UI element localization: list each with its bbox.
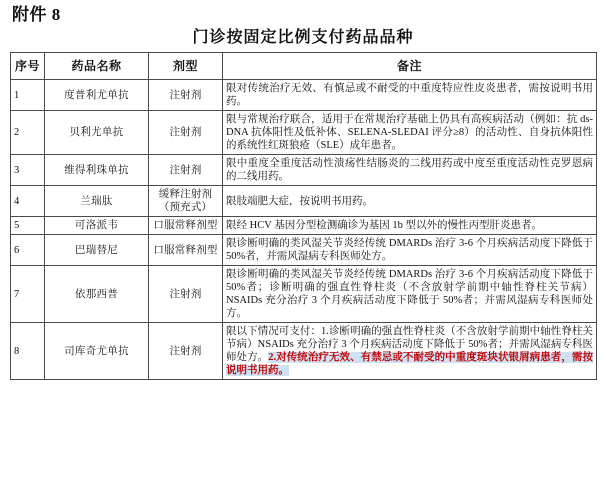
cell-dosage-form: 口服常释剂型 (149, 217, 223, 235)
cell-dosage-form: 口服常释剂型 (149, 235, 223, 266)
remark-segment-plain: 限以下情况可支付：1.诊断明确的强直性脊柱炎（不含放射学前期中轴性脊柱关节病）NSAIDs 充分治疗 3 个月疾病活动度下降低于 50%者；并需风湿病专科医师处方。 (226, 326, 593, 363)
cell-dosage-form: 缓释注射剂（预充式） (149, 186, 223, 217)
cell-no: 6 (11, 235, 45, 266)
attachment-label: 附件 8 (12, 5, 61, 24)
cell-remark: 限经 HCV 基因分型检测确诊为基因 1b 型以外的慢性丙型肝炎患者。 (223, 217, 597, 235)
cell-no: 8 (11, 323, 45, 380)
cell-drug-name: 度普利尤单抗 (45, 80, 149, 111)
table-row (11, 80, 597, 111)
table-header-row (11, 53, 597, 80)
cell-remark: 限与常规治疗联合，适用于在常规治疗基础上仍具有高疾病活动（例如：抗 ds-DNA 抗体阳性及低补体、SELENA-SLEDAI 评分≥8）的活动性、自身抗体阳性的系统性红斑狼疮（SLE）成年患者。 (223, 111, 597, 155)
cell-drug-name: 兰瑞肽 (45, 186, 149, 217)
cell-no: 3 (11, 155, 45, 186)
cell-no: 1 (11, 80, 45, 111)
cell-remark: 限中重度全重度活动性溃疡性结肠炎的二线用药或中度至重度活动性克罗恩病的二线用药。 (223, 155, 597, 186)
column-header-no: 序号 (11, 53, 45, 80)
cell-drug-name: 贝利尤单抗 (45, 111, 149, 155)
table-row (11, 235, 597, 266)
cell-drug-name: 可洛派韦 (45, 217, 149, 235)
cell-dosage-form: 注射剂 (149, 323, 223, 380)
column-header-remark: 备注 (223, 53, 597, 80)
cell-drug-name: 司库奇尤单抗 (45, 323, 149, 380)
column-header-name: 药品名称 (45, 53, 149, 80)
cell-drug-name: 依那西普 (45, 266, 149, 323)
table-row (11, 217, 597, 235)
cell-remark: 限肢端肥大症，按说明书用药。 (223, 186, 597, 217)
cell-dosage-form: 注射剂 (149, 155, 223, 186)
cell-remark: 限诊断明确的类风湿关节炎经传统 DMARDs 治疗 3-6 个月疾病活动度下降低于 50%者；诊断明确的强直性脊柱炎（不含放射学前期中轴性脊柱关节病）NSAIDs 充分治疗 3 个月疾病活动度下降低于 50%者；并需风湿病专科医师处方。 (223, 266, 597, 323)
table-row (11, 186, 597, 217)
table-row (11, 111, 597, 155)
column-header-form: 剂型 (149, 53, 223, 80)
remark-segment-highlighted: 2.对传统治疗无效、有禁忌或不耐受的中重度斑块状银屑病患者，需按说明书用药。 (226, 352, 593, 376)
drug-coverage-table (10, 52, 597, 380)
table-row (11, 266, 597, 323)
table-row (11, 323, 597, 380)
cell-remark: 限对传统治疗无效、有慎忌或不耐受的中重度特应性皮炎患者，需按说明书用药。 (223, 80, 597, 111)
cell-dosage-form: 注射剂 (149, 111, 223, 155)
cell-dosage-form: 注射剂 (149, 80, 223, 111)
cell-remark (223, 323, 597, 380)
cell-remark: 限诊断明确的类风湿关节炎经传统 DMARDs 治疗 3-6 个月疾病活动度下降低于 50%者，并需风湿病专科医师处方。 (223, 235, 597, 266)
cell-drug-name: 维得利珠单抗 (45, 155, 149, 186)
table-row (11, 155, 597, 186)
cell-no: 4 (11, 186, 45, 217)
cell-no: 5 (11, 217, 45, 235)
cell-no: 7 (11, 266, 45, 323)
cell-no: 2 (11, 111, 45, 155)
cell-dosage-form: 注射剂 (149, 266, 223, 323)
cell-drug-name: 巴瑞替尼 (45, 235, 149, 266)
page-title: 门诊按固定比例支付药品品种 (192, 29, 414, 46)
